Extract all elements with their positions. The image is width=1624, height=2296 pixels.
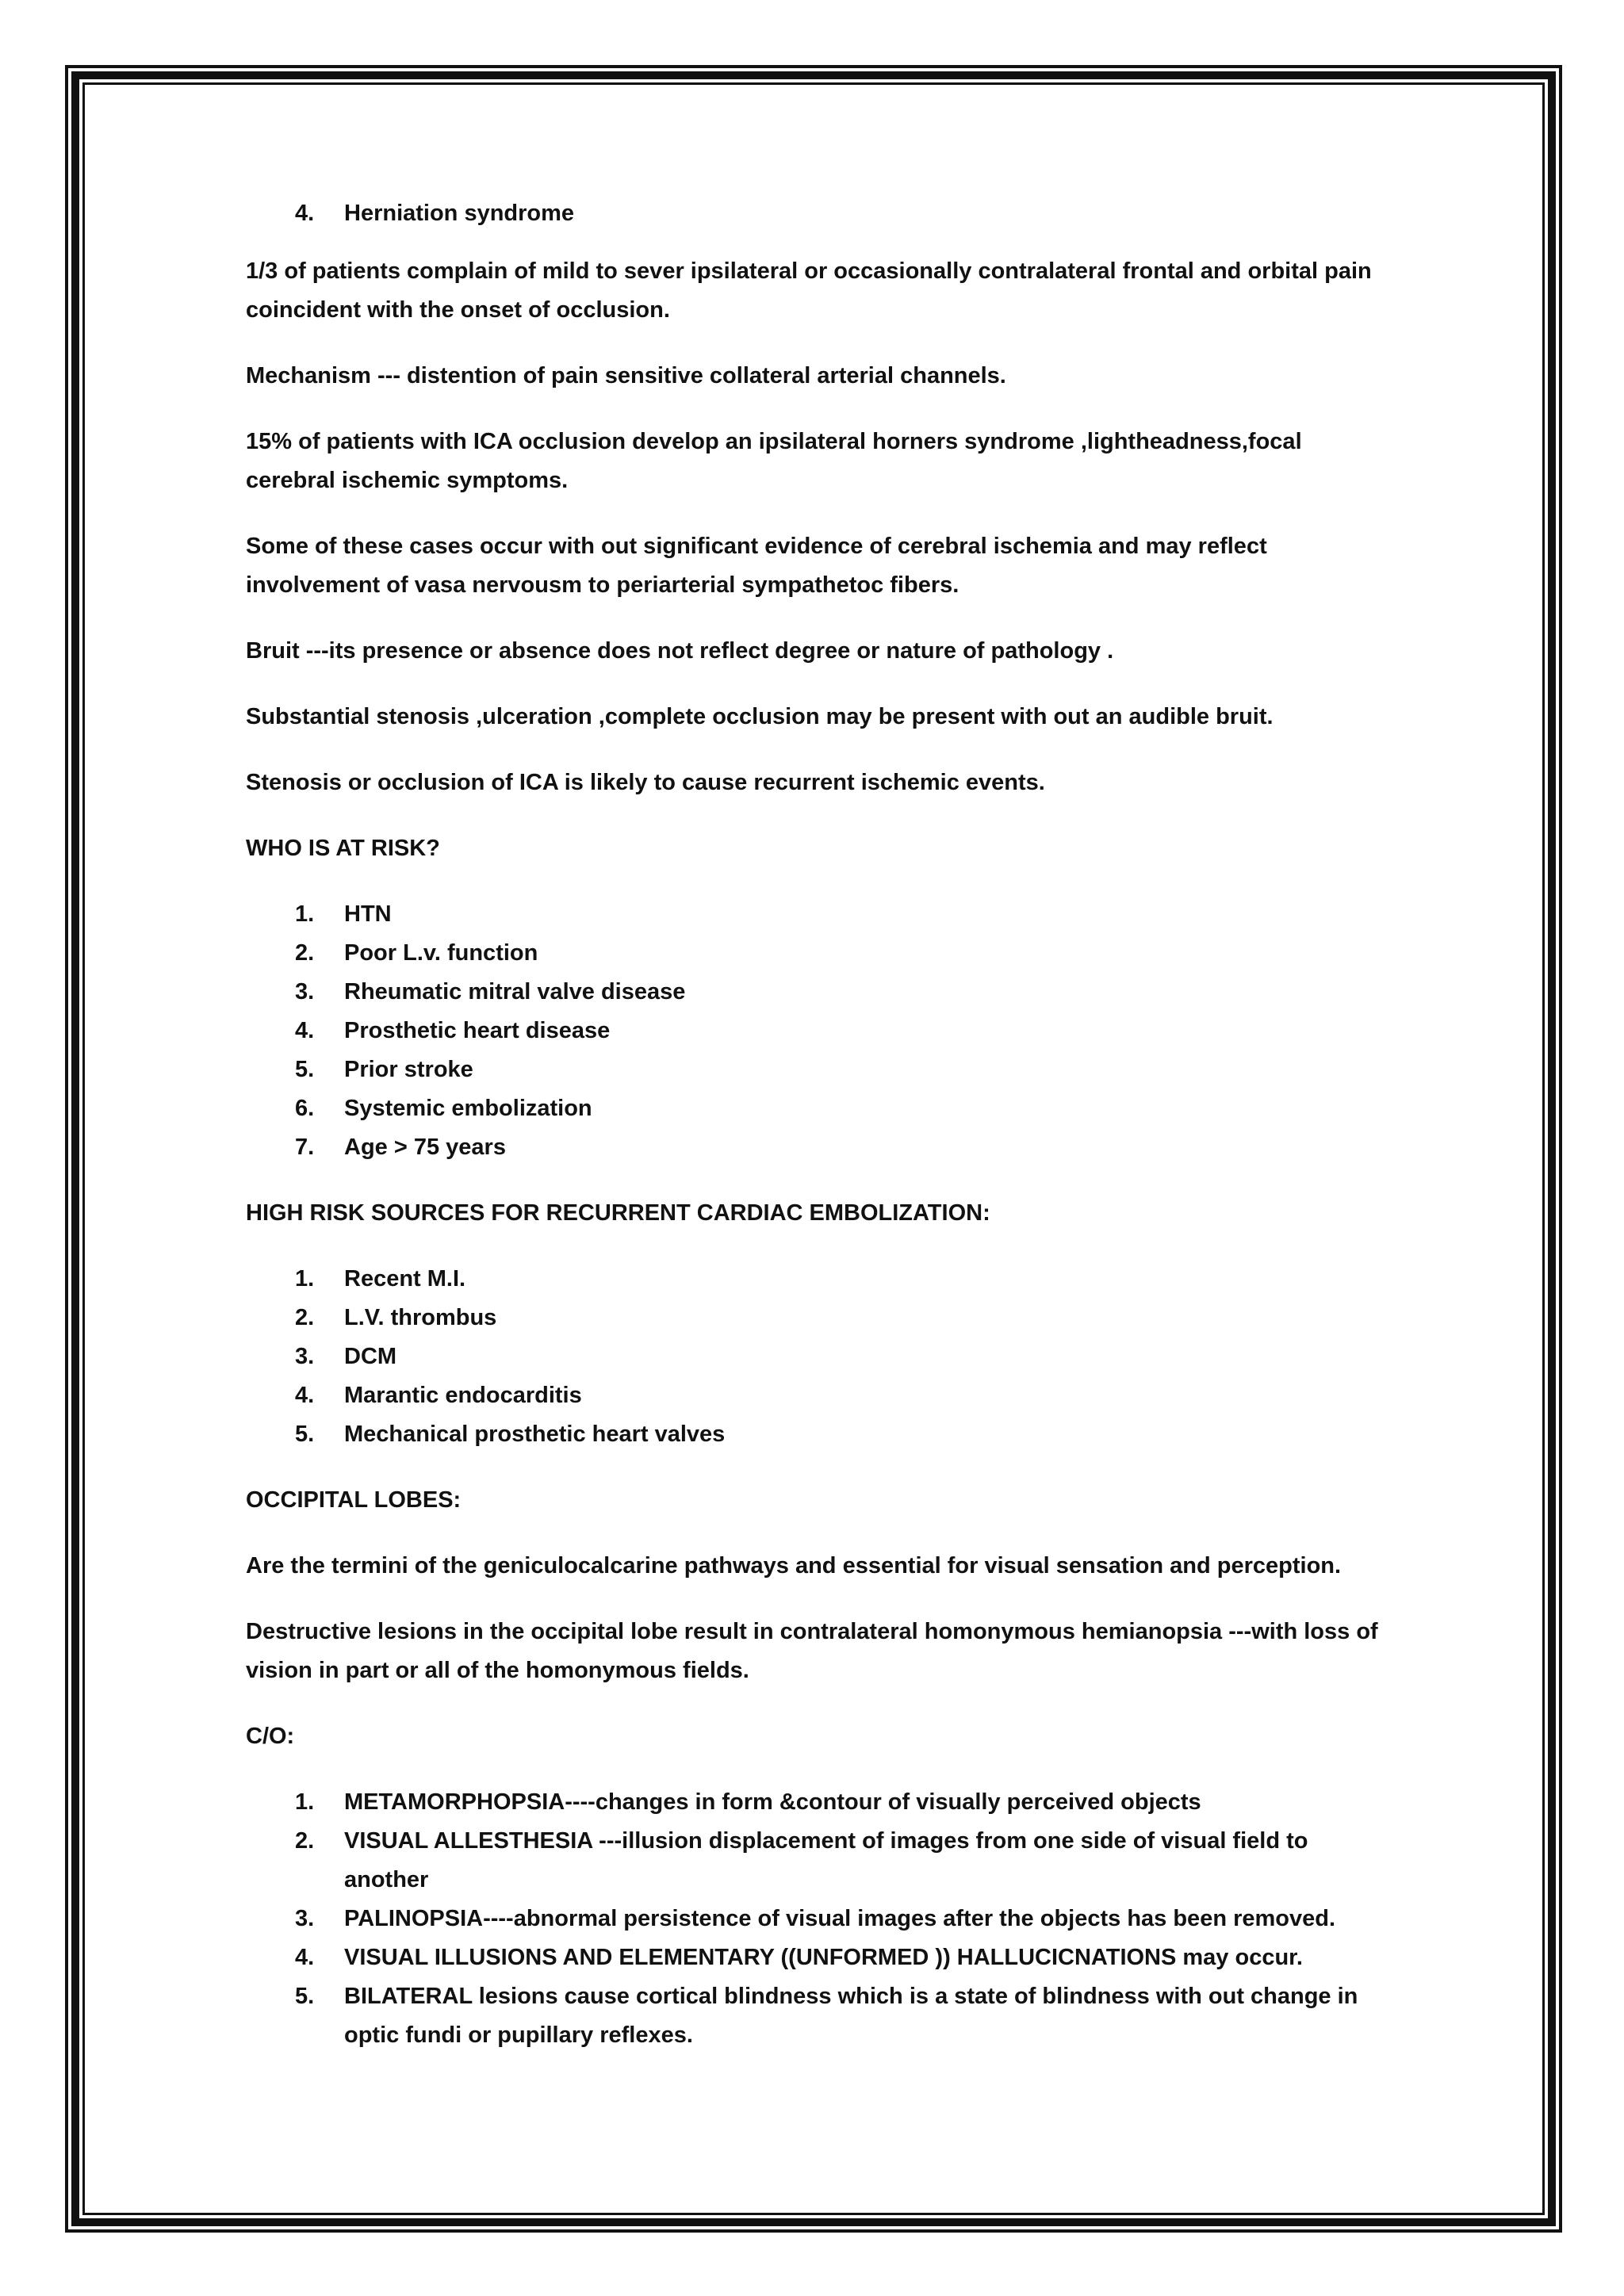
list-item xyxy=(246,934,1388,973)
document-body xyxy=(246,194,1388,2082)
list-item-text: Herniation syndrome xyxy=(344,201,575,226)
list-item-text: DCM xyxy=(344,1344,397,1369)
list-item xyxy=(246,1977,1388,2055)
risk-list xyxy=(246,895,1388,1167)
list-item-number: 4. xyxy=(295,1945,315,1970)
embolization-list xyxy=(246,1260,1388,1454)
list-item-number: 5. xyxy=(295,1057,315,1082)
list-item-number: 3. xyxy=(295,1344,315,1369)
co-list xyxy=(246,1783,1388,2055)
paragraph: Are the termini of the geniculocalcarine pathways and essential for visual sensation and perception. xyxy=(246,1553,1342,1578)
list-item xyxy=(246,1938,1388,1977)
list-item xyxy=(246,1415,1388,1454)
list-item xyxy=(246,1337,1388,1376)
list-item xyxy=(246,973,1388,1012)
list-item-text: BILATERAL lesions cause cortical blindness which is a state of blindness with out change in optic fundi or pupillary reflexes. xyxy=(344,1984,1358,2048)
list-item-text: METAMORPHOPSIA----changes in form &contour of visually perceived objects xyxy=(344,1789,1201,1815)
risk-heading: WHO IS AT RISK? xyxy=(246,836,440,861)
list-item xyxy=(246,1299,1388,1337)
paragraph: 1/3 of patients complain of mild to sever ipsilateral or occasionally contralateral frontal and orbital pain coincident with the onset of occlusion. xyxy=(246,258,1372,323)
paragraph: 15% of patients with ICA occlusion develop an ipsilateral horners syndrome ,lightheadness,focal cerebral ischemic symptoms. xyxy=(246,429,1302,493)
co-heading: C/O: xyxy=(246,1724,295,1749)
list-item xyxy=(246,1783,1388,1822)
continued-list xyxy=(246,194,1388,233)
list-item-number: 4. xyxy=(295,1018,315,1043)
list-item xyxy=(246,1128,1388,1167)
list-item-number: 2. xyxy=(295,1828,315,1854)
list-item-number: 1. xyxy=(295,1789,315,1815)
list-item-number: 2. xyxy=(295,1305,315,1330)
list-item-number: 4. xyxy=(295,1383,315,1408)
list-item-text: VISUAL ILLUSIONS AND ELEMENTARY ((UNFORMED )) HALLUCICNATIONS may occur. xyxy=(344,1945,1303,1970)
list-item-number: 3. xyxy=(295,1906,315,1931)
list-item-number: 5. xyxy=(295,1422,315,1447)
occipital-heading: OCCIPITAL LOBES: xyxy=(246,1487,462,1513)
list-item-text: Mechanical prosthetic heart valves xyxy=(344,1422,726,1447)
list-item-number: 4. xyxy=(295,201,315,226)
list-item-text: Poor L.v. function xyxy=(344,940,538,966)
list-item xyxy=(246,194,1388,233)
list-item-text: HTN xyxy=(344,901,392,927)
paragraph: Some of these cases occur with out significant evidence of cerebral ischemia and may reflect involvement of vasa nervousm to periarterial sympathetoc fibers. xyxy=(246,534,1267,598)
list-item xyxy=(246,1260,1388,1299)
list-item-text: Prior stroke xyxy=(344,1057,473,1082)
list-item xyxy=(246,1376,1388,1415)
list-item-text: Age > 75 years xyxy=(344,1135,506,1160)
paragraph: Mechanism --- distention of pain sensitive collateral arterial channels. xyxy=(246,363,1006,388)
list-item-text: Recent M.I. xyxy=(344,1266,466,1292)
list-item-text: PALINOPSIA----abnormal persistence of visual images after the objects has been removed. xyxy=(344,1906,1336,1931)
list-item-text: Rheumatic mitral valve disease xyxy=(344,979,686,1004)
list-item xyxy=(246,1012,1388,1050)
list-item xyxy=(246,1900,1388,1938)
list-item-text: Systemic embolization xyxy=(344,1096,592,1121)
list-item xyxy=(246,895,1388,934)
list-item-number: 3. xyxy=(295,979,315,1004)
list-item-text: L.V. thrombus xyxy=(344,1305,497,1330)
list-item-number: 6. xyxy=(295,1096,315,1121)
list-item-number: 5. xyxy=(295,1984,315,2009)
list-item-number: 1. xyxy=(295,1266,315,1292)
list-item-number: 2. xyxy=(295,940,315,966)
list-item xyxy=(246,1822,1388,1900)
list-item-text: Marantic endocarditis xyxy=(344,1383,582,1408)
list-item-text: Prosthetic heart disease xyxy=(344,1018,611,1043)
paragraph: Stenosis or occlusion of ICA is likely to cause recurrent ischemic events. xyxy=(246,770,1045,795)
list-item-number: 7. xyxy=(295,1135,315,1160)
embolization-heading: HIGH RISK SOURCES FOR RECURRENT CARDIAC EMBOLIZATION: xyxy=(246,1200,990,1226)
paragraph: Substantial stenosis ,ulceration ,complete occlusion may be present with out an audible bruit. xyxy=(246,704,1274,729)
list-item xyxy=(246,1050,1388,1089)
list-item xyxy=(246,1089,1388,1128)
list-item-number: 1. xyxy=(295,901,315,927)
paragraph: Destructive lesions in the occipital lobe result in contralateral homonymous hemianopsia ---with loss of vision in part or all of the homonymous fields. xyxy=(246,1619,1378,1683)
list-item-text: VISUAL ALLESTHESIA ---illusion displacement of images from one side of visual field to another xyxy=(344,1828,1308,1892)
paragraph: Bruit ---its presence or absence does not reflect degree or nature of pathology . xyxy=(246,638,1114,664)
